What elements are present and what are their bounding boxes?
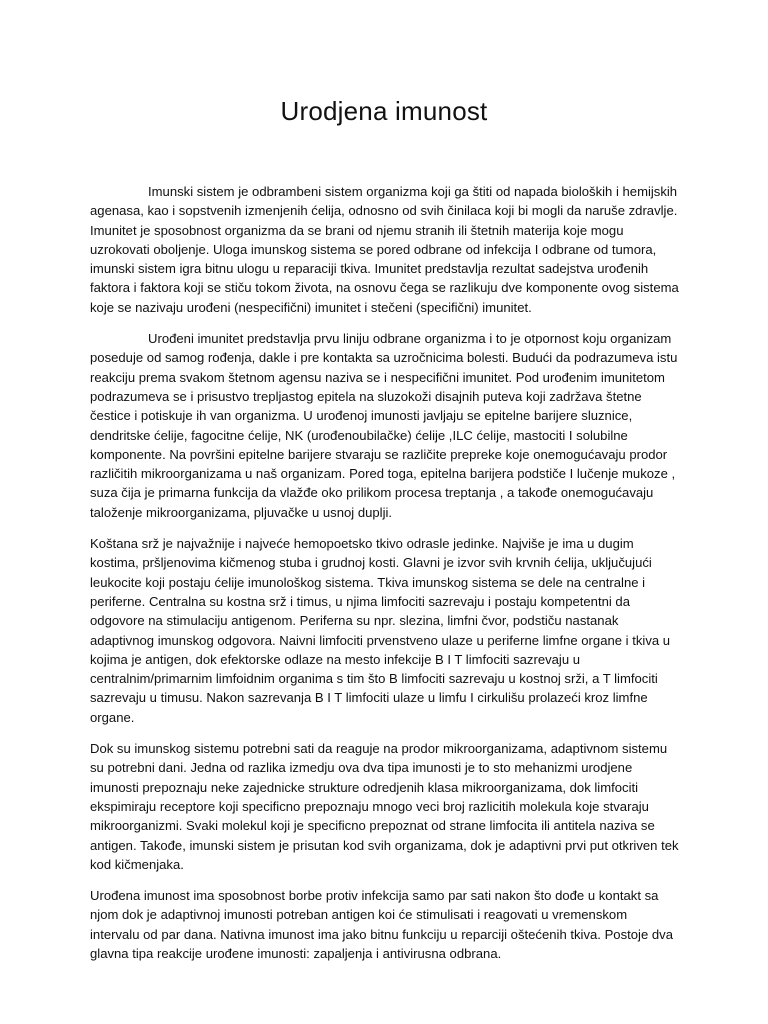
- paragraph-adaptive-comparison: Dok su imunskog sistemu potrebni sati da reaguje na prodor mikroorganizama, adaptivnom sistemu su potrebni dani. Jedna od razlika izmedju ova dva tipa imunosti je to sto mehanizmi urodjene imunosti prepoznaju neke zajednicke strukture odredjenih klasa mikroorganizama, dok limfociti ekspimiraju receptore koji specificno prepoznaju mnogo veci broj razlicitih molekula koje stvaraju mikroorganizmi. Svaki molekul koji je specificno prepoznat od strane limfocita ili antitela naziva se antigen. Takođe, imunski sistem je prisutan kod svih organizama, dok je adaptivni prvi put otkriven tek kod kičmenjaka.: [90, 741, 679, 872]
- document-title: Urodjena imunost: [280, 96, 488, 126]
- paragraph-innate-immunity: Urođeni imunitet predstavlja prvu liniju odbrane organizma i to je otpornost koju organizam poseduje od samog rođenja, dakle i pre kontakta sa uzročnicima bolesti. Budući da podrazumeva istu reakciju prema svakom štetnom agensu naziva se i nespecifični imunitet. Pod urođenim imunitetom podrazumeva se i prisustvo trepljastog epitela na sluzokoži disajnih puteva koji zadržava štetne čestice i potiskuje ih van organizma. U urođenoj imunosti javljaju se epitelne barijere sluznice, dendritske ćelije, fagocitne ćelije, NK (urođenoubilačke) ćelije ,ILC ćelije, mastociti I solubilne komponente. Na površini epitelne barijere stvaraju se različite prepreke koje onemogućavaju prodor različitih mikroorganizama u naš organizam. Pored toga, epitelna barijera podstiče I lučenje mukoze , suza čija je primarna funkcija da vlažđe oko prilikom procesa treptanja , a takođe onemogućavaju taloženje mikroorganizama, pljuvačke u usnoj duplji.: [90, 331, 678, 520]
- paragraph-innate-response: Urođena imunost ima sposobnost borbe protiv infekcija samo par sati nakon što dođe u kontakt sa njom dok je adaptivnoj imunosti potreban antigen koi će stimulisati i reagovati u vremenskom intervalu od par dana. Nativna imunost ima jako bitnu funkciju u reparciji oštećenih tkiva. Postoje dva glavna tipa reakcije urođene imunosti: zapaljenja i antivirusna odbrana.: [90, 888, 673, 961]
- paragraph-intro: Imunski sistem je odbrambeni sistem organizma koji ga štiti od napada bioloških i hemijskih agenasa, kao i sopstvenih izmenjenih ćelija, odnosno od svih činilaca koji bi mogli da naruše zdravlje. Imunitet je sposobnost organizma da se brani od njemu stranih ili štetnih materija koje mogu uzrokovati oboljenje. Uloga imunskog sistema se pored odbrane od infekcija I odbrane od tumora, imunski sistem igra bitnu ulogu u reparaciji tkiva. Imunitet predstavlja rezultat sadejstva urođenih faktora i faktora koji se stiču tokom života, na osnovu čega se razlikuju dve komponente ovog sistema koje se nazivaju urođeni (nespecifični) imunitet i stečeni (specifični) imunitet.: [90, 184, 679, 315]
- paragraph-bone-marrow: Koštana srž je najvažnije i najveće hemopoetsko tkivo odrasle jedinke. Najviše je ima u dugim kostima, pršljenovima kičmenog stuba i grudnoj kosti. Glavni je izvor svih krvnih ćelija, uključujući leukocite koji postaju ćelije imunološkog sistema. Tkiva imunskog sistema se dele na centralne i periferne. Centralna su kostna srž i timus, u njima limfociti sazrevaju i postaju kompetentni da odgovore na stimulaciju antigenom. Periferna su npr. slezina, limfni čvor, podstiču nastanak adaptivnog imunskog odgovora. Naivni limfociti prvenstveno ulaze u periferne limfne organe i tkiva u kojima je antigen, dok efektorske odlaze na mesto infekcije B I T limfociti sazrevaju u centralnim/primarnim limfoidnim organima s tim što B limfociti sazrevaju u kostnoj srži, a T limfociti sazrevaju u timusu. Nakon sazrevanja B I T limfociti ulaze u limfu I cirkulišu prolazeći kroz limfne organe.: [90, 536, 671, 725]
- document-body: [90, 182, 680, 975]
